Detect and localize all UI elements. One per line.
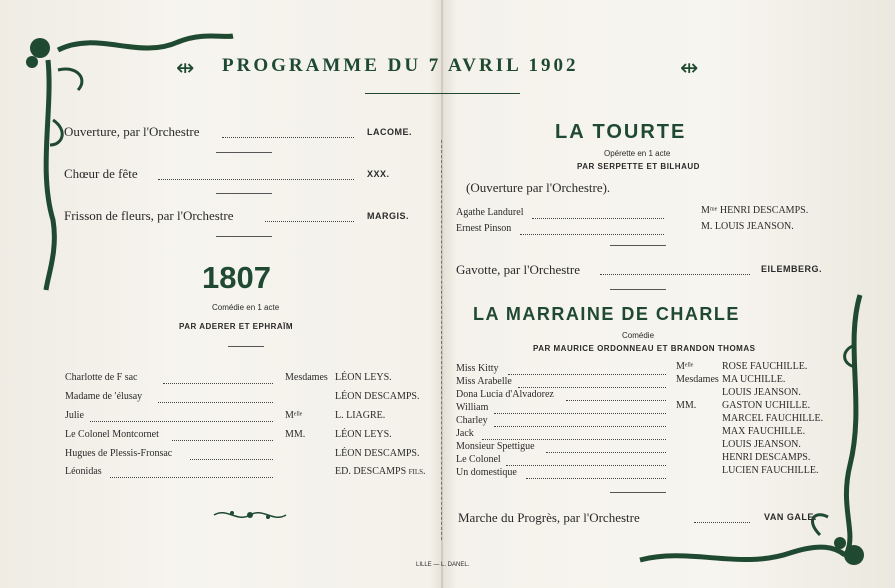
- printer-credit: LILLE — L. DANEL.: [416, 562, 470, 568]
- cast-role: Miss Kitty: [456, 363, 499, 374]
- cast-actor: L. LIAGRE.: [335, 410, 386, 421]
- cast-actor: LÉON DESCAMPS.: [335, 448, 420, 459]
- play-la-tourte-note: (Ouverture par l'Orchestre).: [466, 180, 611, 195]
- cast-role: Un domestique: [456, 467, 517, 478]
- cast-role: Julie: [65, 410, 84, 421]
- cast-actor: GASTON UCHILLE.: [722, 400, 811, 411]
- left-item-2-label: Chœur de fête: [64, 166, 138, 181]
- play-la-marraine-subtitle: Comédie: [622, 331, 655, 340]
- play-la-marraine-title: LA MARRAINE DE CHARLE: [473, 304, 740, 324]
- cast-actor: Mᵐᵉ HENRI DESCAMPS.: [701, 205, 809, 216]
- cast-actor: MA UCHILLE.: [722, 374, 786, 385]
- play-la-tourte-title: LA TOURTE: [555, 121, 687, 143]
- art-nouveau-corner-ornament-top-left: [18, 20, 248, 300]
- play-1807-authors: PAR ADERER ET EPHRAÏM: [179, 322, 294, 331]
- finale-label: Marche du Progrès, par l'Orchestre: [458, 510, 640, 525]
- cast-group: Mesdames: [285, 372, 328, 383]
- cast-role: Monsieur Spettigue: [456, 441, 535, 452]
- cast-actor: LÉON LEYS.: [335, 429, 392, 440]
- cast-actor: LÉON LEYS.: [335, 372, 392, 383]
- finale-value: VAN GALE.: [764, 512, 817, 522]
- cast-actor: LÉON DESCAMPS.: [335, 391, 420, 402]
- title-divider: [365, 93, 520, 94]
- cast-role: Ernest Pinson: [456, 223, 512, 234]
- cast-role: Léonidas: [65, 466, 102, 477]
- play-1807-subtitle: Comédie en 1 acte: [212, 303, 280, 312]
- cast-role: Le Colonel Montcornet: [65, 429, 159, 440]
- left-item-3-value: MARGIS.: [367, 211, 410, 221]
- cast-role: Charlotte de F sac: [65, 372, 138, 383]
- left-item-2-value: XXX.: [367, 169, 390, 179]
- cast-role: Madame de ʹélusay: [65, 391, 143, 402]
- cast-role: Hugues de Plessis-Fronsac: [65, 448, 173, 459]
- cast-actor: ED. DESCAMPS fils.: [335, 466, 426, 477]
- cast-actor: LOUIS JEANSON.: [722, 387, 801, 398]
- cast-group: Mᵉˡˡᵉ: [676, 361, 694, 372]
- play-la-tourte-authors: PAR SERPETTE ET BILHAUD: [577, 162, 700, 171]
- program-title: PROGRAMME DU 7 AVRIL 1902: [222, 55, 579, 76]
- cast-group: MM.: [285, 429, 306, 440]
- cast-actor: LUCIEN FAUCHILLE.: [722, 465, 819, 476]
- cast-group: Mᵉˡˡᵉ: [285, 410, 303, 421]
- cast-role: William: [456, 402, 489, 413]
- play-1807-title: 1807: [202, 260, 271, 295]
- left-item-3-label: Frisson de fleurs, par l'Orchestre: [64, 208, 234, 223]
- gavotte-label: Gavotte, par l'Orchestre: [456, 262, 580, 277]
- cast-role: Dona Lucia d'Alvadorez: [456, 389, 554, 400]
- left-item-1-label: Ouverture, par l'Orchestre: [64, 124, 200, 139]
- cast-actor: MARCEL FAUCHILLE.: [722, 413, 824, 424]
- cast-role: Agathe Landurel: [456, 207, 524, 218]
- cast-role: Charley: [456, 415, 488, 426]
- cast-actor: MAX FAUCHILLE.: [722, 426, 806, 437]
- cast-actor: HENRI DESCAMPS.: [722, 452, 811, 463]
- cast-group: Mesdames: [676, 374, 719, 385]
- cast-actor: ROSE FAUCHILLE.: [722, 361, 808, 372]
- play-la-marraine-authors: PAR MAURICE ORDONNEAU ET BRANDON THOMAS: [533, 344, 756, 353]
- right-arrow-ornament-icon: ⇹: [680, 55, 699, 80]
- center-dotted-divider: [441, 140, 442, 540]
- left-item-1-value: LACOME.: [367, 127, 412, 137]
- cast-actor: LOUIS JEANSON.: [722, 439, 801, 450]
- gavotte-value: EILEMBERG.: [761, 264, 823, 274]
- cast-actor: M. LOUIS JEANSON.: [701, 221, 794, 232]
- left-arrow-ornament-icon: ⇹: [176, 55, 195, 80]
- cast-group: MM.: [676, 400, 697, 411]
- floral-flourish-ornament: [212, 505, 288, 525]
- cast-role: Le Colonel: [456, 454, 501, 465]
- cast-role: Miss Arabelle: [456, 376, 512, 387]
- cast-role: Jack: [456, 428, 474, 439]
- play-la-tourte-subtitle: Opérette en 1 acte: [604, 149, 671, 158]
